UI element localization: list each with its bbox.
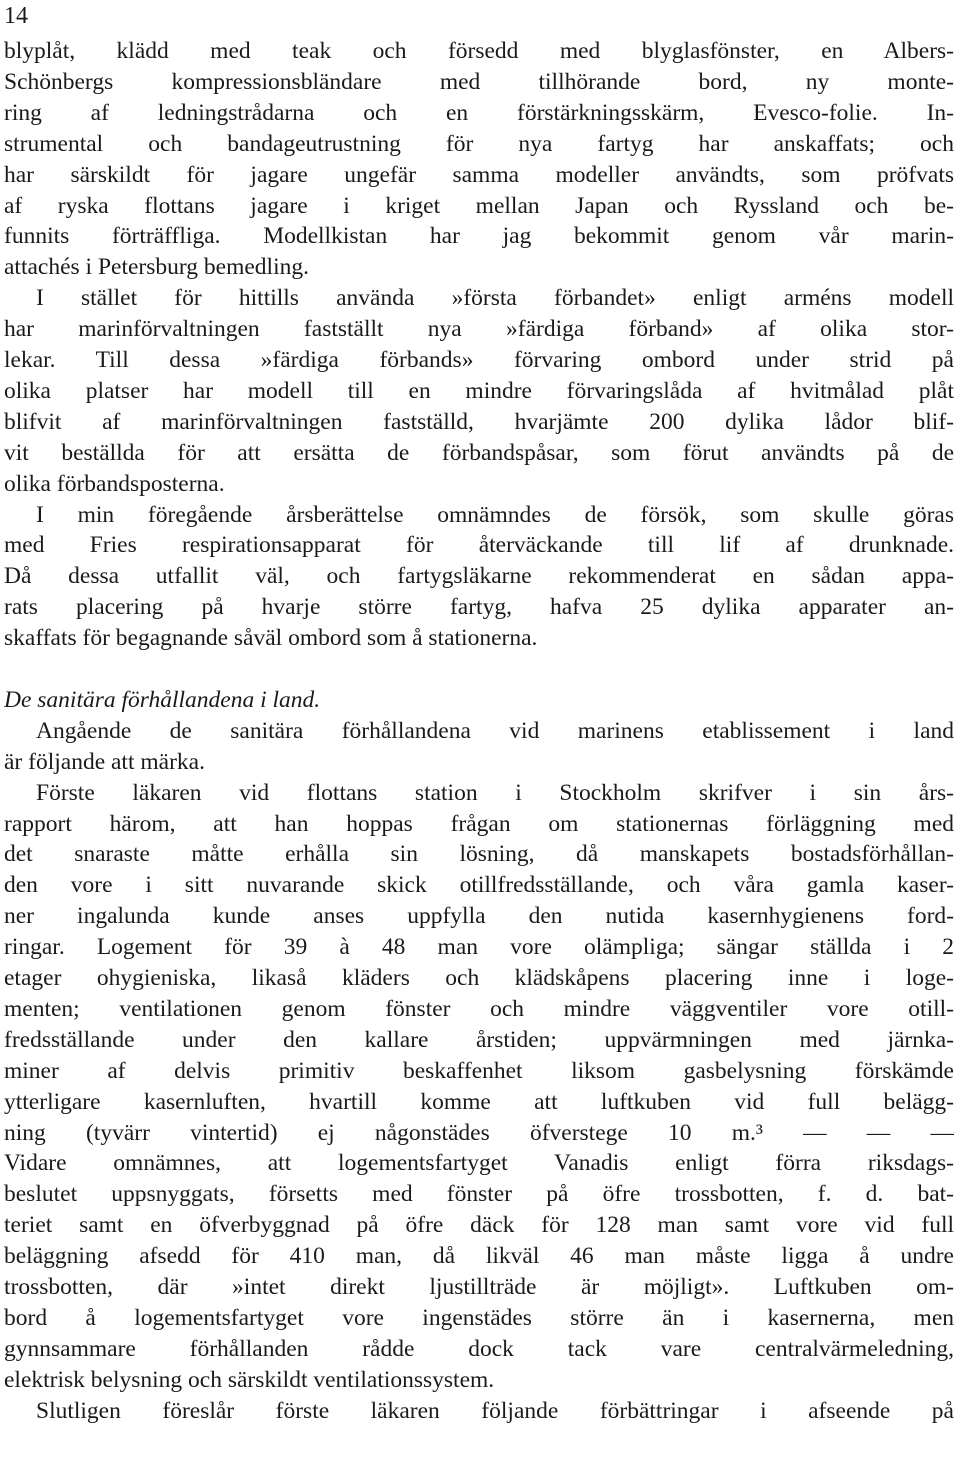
text-line: har marinförvaltningen fastställt nya »färdiga förband» af olika stor- [4,316,954,343]
text-line: Då dessa utfallit väl, och fartygsläkarne rekommenderat en sådan appa- [4,563,954,590]
text-line: bord å logementsfartyget vore ingenstädes större än i kasernerna, men [4,1304,954,1331]
section-heading: De sanitära förhållandena i land. [4,686,321,713]
text-line: attachés i Petersburg bemedling. [4,254,309,281]
page-number: 14 [4,3,28,29]
text-line: beläggning afsedd för 410 man, då likväl 46 man måste ligga å undre [4,1243,954,1270]
text-line: ning (tyvärr vintertid) ej någonstädes öfverstege 10 m.³ — — — [4,1119,954,1146]
text-line: Slutligen föreslår förste läkaren följande förbättringar i afseende på [36,1397,954,1424]
text-line: ring af ledningstrådarna och en förstärkningsskärm, Evesco-folie. In- [4,99,954,126]
text-line [4,654,954,684]
text-line: beslutet uppsnyggats, försetts med fönster på öfre trossbotten, f. d. bat- [4,1181,954,1208]
text-line: I min föregående årsberättelse omnämndes de försök, som skulle göras [36,501,954,528]
text-line: Vidare omnämnes, att logementsfartyget Vanadis enligt förra riksdags- [4,1150,954,1177]
text-line: ner ingalunda kunde anses uppfylla den nutida kasernhygienens ford- [4,903,954,930]
text-line: med Fries respirationsapparat för återväckande till lif af drunknade. [4,532,954,559]
text-line: det snaraste måtte erhålla sin lösning, då manskapets bostadsförhållan- [4,841,954,868]
text-line: elektrisk belysning och särskildt ventilationssystem. [4,1366,495,1393]
text-line: teriet samt en öfverbyggnad på öfre däck för 128 man samt vore vid full [4,1212,954,1239]
text-line: etager ohygieniska, likaså kläders och klädskåpens placering inne i loge- [4,965,954,991]
text-line: lekar. Till dessa »färdiga förbands» förvaring ombord under strid på [4,347,954,373]
text-line: miner af delvis primitiv beskaffenhet liksom gasbelysning förskämde [4,1057,954,1084]
text-line: olika förbandsposterna. [4,470,225,497]
text-line: I stället för hittills använda »första förbandet» enligt arméns modell [36,285,954,312]
text-line: rats placering på hvarje större fartyg, hafva 25 dylika apparater an- [4,594,954,621]
text-line: Angående de sanitära förhållandena vid marinens etablissement i land [36,717,954,744]
text-line: ytterligare kasernluften, hvartill komme att luftkuben vid full belägg- [4,1088,954,1115]
text-line: ringar. Logement för 39 à 48 man vore olämpliga; sängar ställda i 2 [4,934,954,961]
text-line: gynnsammare förhållanden rådde dock tack vare centralvärmeledning, [4,1335,954,1362]
text-line: trossbotten, där »intet direkt ljustillträde är möjligt». Luftkuben om- [4,1274,954,1300]
text-line: skaffats för begagnande såväl ombord som å stationerna. [4,625,538,652]
text-line: Förste läkaren vid flottans station i Stockholm skrifver i sin års- [36,779,954,806]
text-line: den vore i sitt nuvarande skick otillfredsställande, och våra gamla kaser- [4,872,954,899]
text-line: rapport härom, att han hoppas frågan om stationernas förläggning med [4,810,954,837]
text-line: blyplåt, klädd med teak och försedd med blyglasfönster, en Albers- [4,38,954,64]
text-line: strumental och bandageutrustning för nya fartyg har anskaffats; och [4,130,954,157]
text-line: Schönbergs kompressionsbländare med tillhörande bord, ny monte- [4,68,954,95]
text-line: olika platser har modell till en mindre förvaringslåda af hvitmålad plåt [4,377,954,404]
text-line: fredsställande under den kallare årstiden; uppvärmningen med järnka- [4,1026,954,1053]
text-line: har särskildt för jagare ungefär samma modeller användts, som pröfvats [4,161,954,188]
text-line: är följande att märka. [4,748,205,775]
text-line: af ryska flottans jagare i kriget mellan Japan och Ryssland och be- [4,192,954,219]
text-line: menten; ventilationen genom fönster och mindre väggventiler vore otill- [4,995,954,1022]
text-line: blifvit af marinförvaltningen fastställd, hvarjämte 200 dylika lådor blif- [4,408,954,435]
text-line: funnits förträffliga. Modellkistan har jag bekommit genom vår marin- [4,223,954,250]
text-line: vit beställda för att ersätta de förbandspåsar, som förut användts på de [4,439,954,466]
